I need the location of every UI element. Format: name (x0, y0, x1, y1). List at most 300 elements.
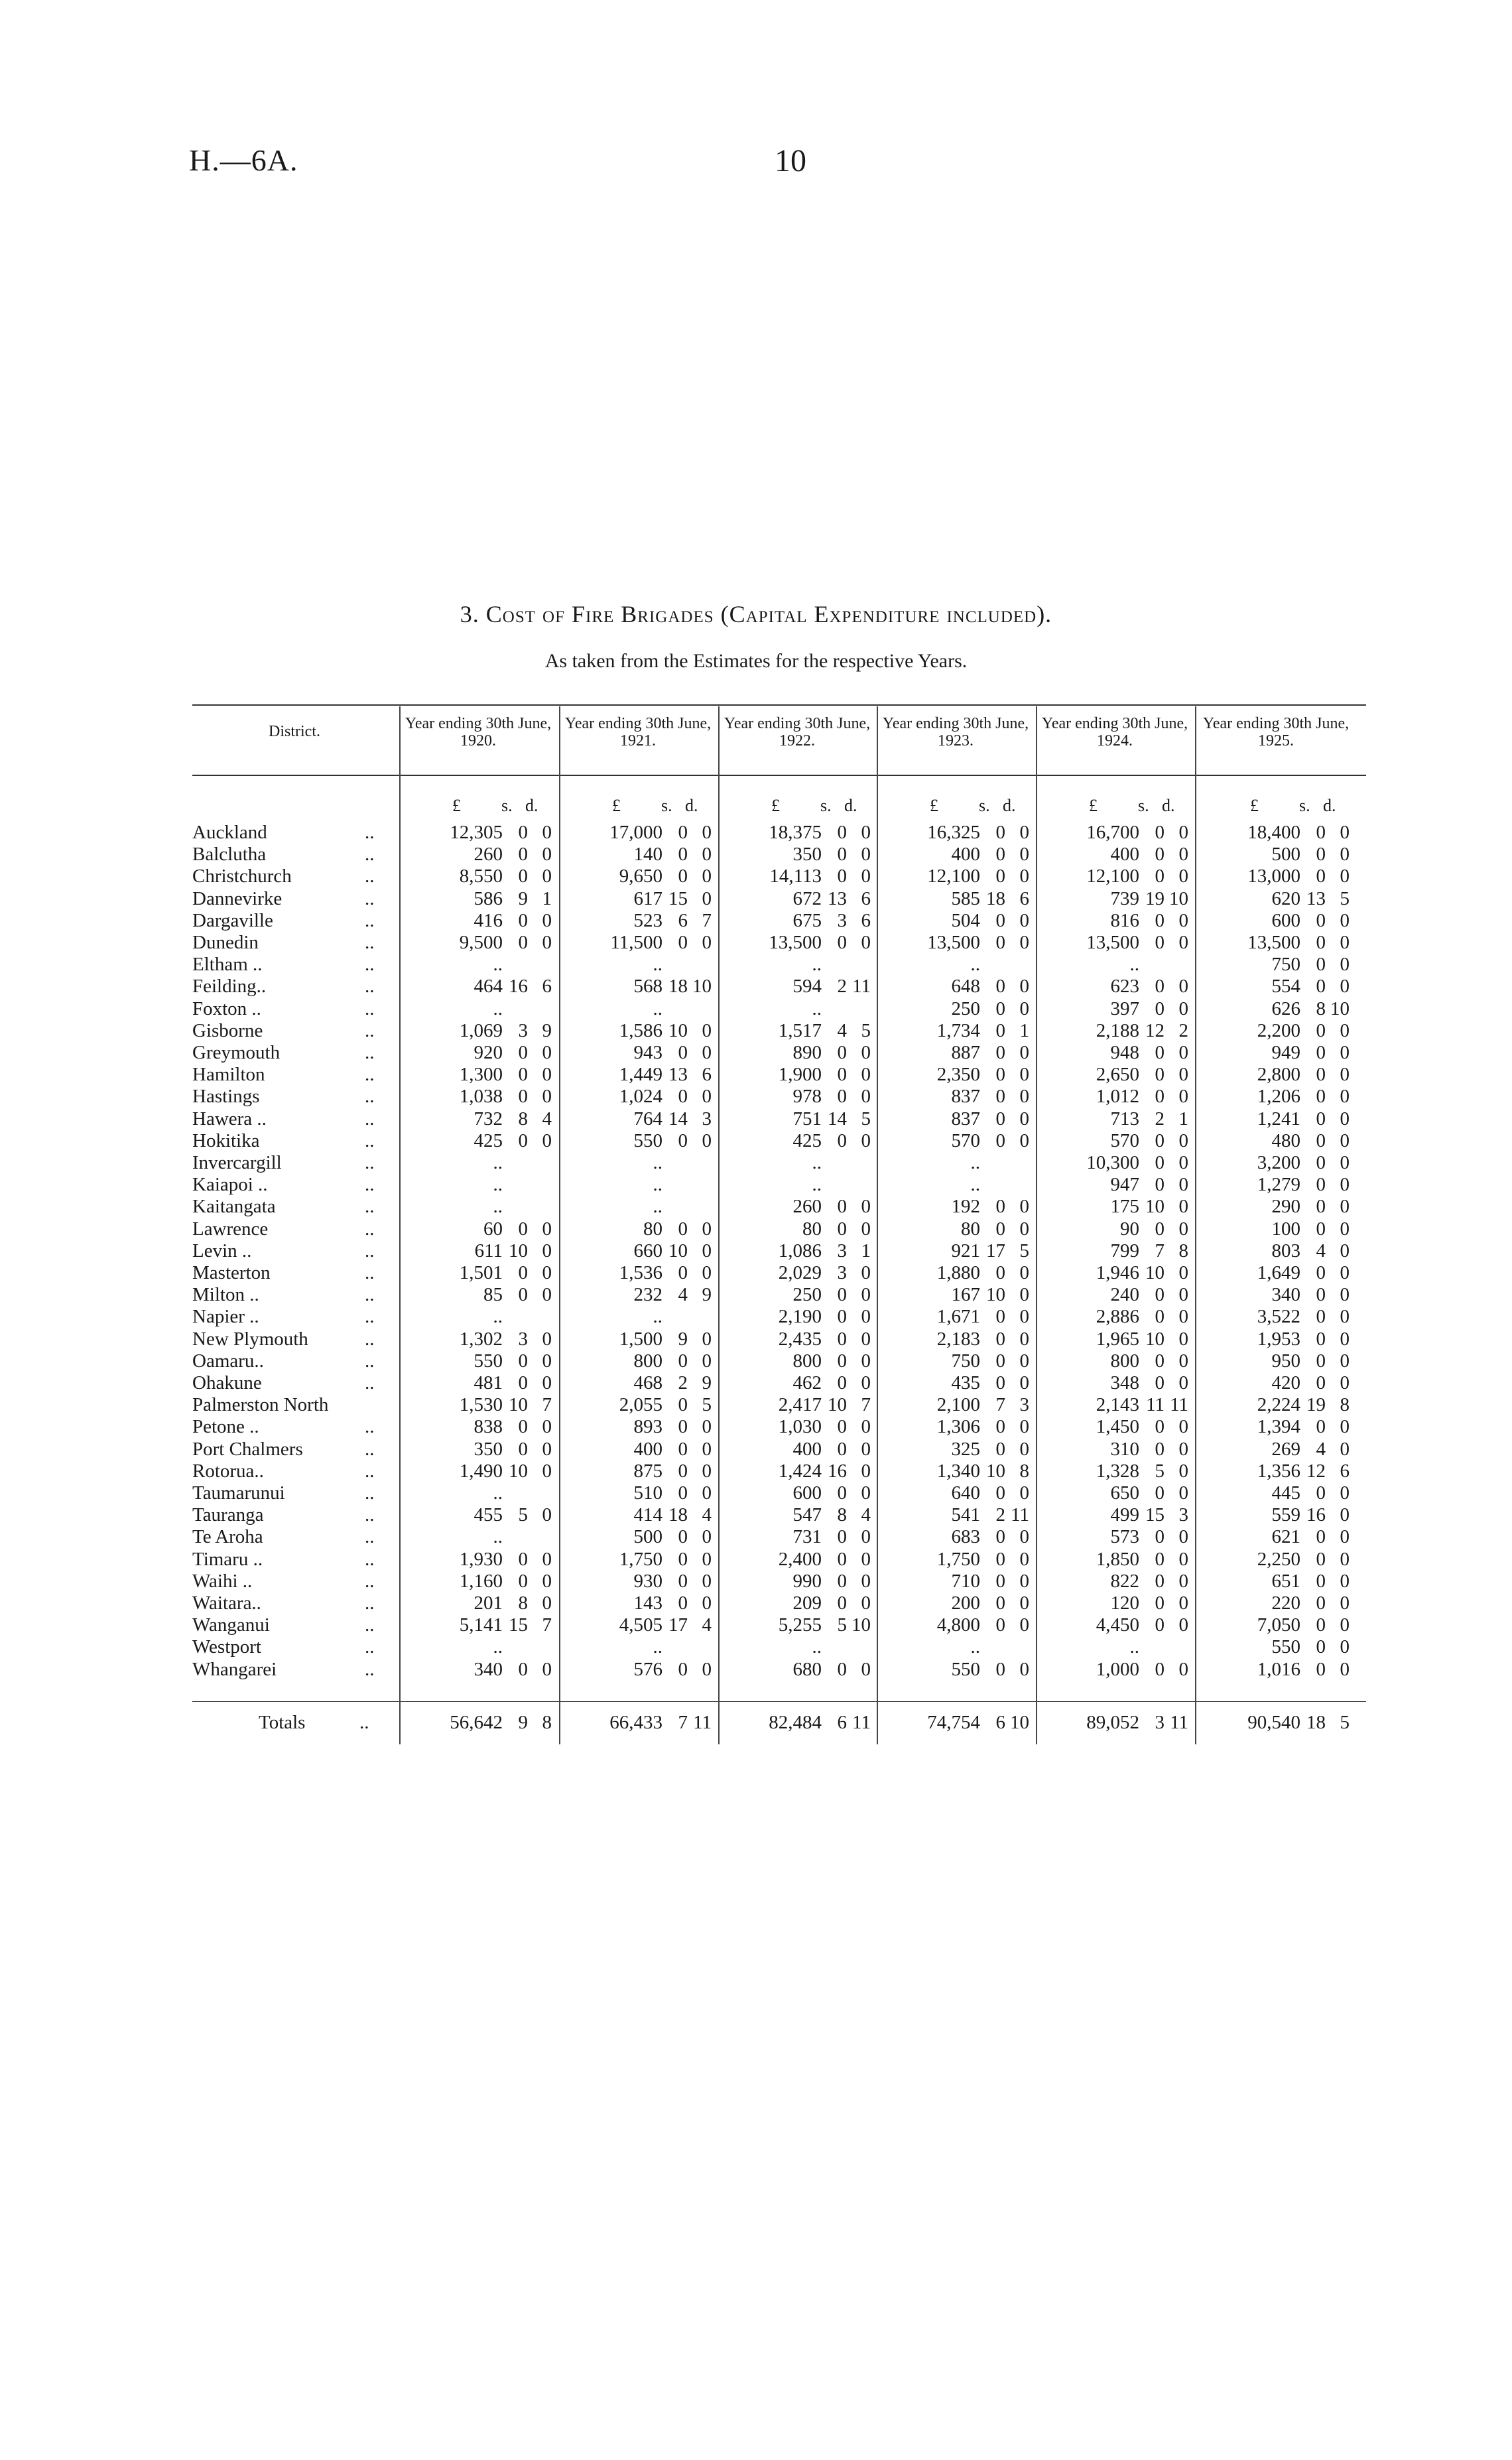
money-cell (1197, 1614, 1355, 1636)
shillings-value: 0 (1316, 909, 1326, 931)
pence-value: 0 (1340, 1262, 1350, 1283)
shillings-value: 0 (678, 866, 688, 887)
money-cell (559, 953, 717, 976)
pence-value: 0 (1178, 1658, 1188, 1680)
leader-dots: .. (365, 1504, 375, 1526)
shillings-value: 0 (1155, 1284, 1165, 1306)
money-cell (718, 1460, 876, 1482)
money-cell (399, 1504, 557, 1526)
pounds-value: 2,350 (936, 1064, 980, 1086)
pounds-value: 2,143 (1096, 1394, 1139, 1416)
money-cell (718, 998, 876, 1020)
shillings-value: 18 (986, 887, 1005, 909)
shillings-value: 0 (518, 844, 528, 866)
shillings-value: 15 (509, 1614, 528, 1636)
pence-value: 11 (852, 976, 871, 998)
shillings-value: 0 (518, 866, 528, 887)
pence-value: 0 (861, 866, 871, 887)
pounds-value: 17,000 (609, 822, 662, 843)
pence-value: 0 (702, 1548, 712, 1570)
money-cell (1036, 931, 1194, 954)
pence-value: 0 (1340, 1328, 1350, 1350)
shillings-value: 0 (995, 1019, 1005, 1041)
money-cell (877, 1548, 1035, 1571)
money-cell (559, 1658, 717, 1681)
pounds-value: 7,050 (1257, 1614, 1300, 1636)
pence-value: 0 (1019, 1482, 1029, 1504)
money-cell (1036, 887, 1194, 910)
pounds-value: 18,400 (1247, 822, 1300, 843)
pence-value: 0 (1019, 1306, 1029, 1328)
shillings-value: 0 (1316, 1636, 1326, 1658)
shillings-value: 5 (837, 1614, 847, 1636)
shillings-value: 0 (1316, 1174, 1326, 1196)
money-cell (1036, 1350, 1194, 1372)
pounds-value: 100 (1271, 1218, 1300, 1240)
pence-value: 11 (693, 1712, 712, 1733)
pence-value: 0 (1019, 844, 1029, 866)
pence-value: 1 (1019, 1019, 1029, 1041)
table-row (192, 1173, 1366, 1196)
table-row (192, 1305, 1366, 1328)
pence-value: 11 (1011, 1504, 1029, 1526)
pounds-value: 570 (951, 1130, 980, 1151)
pence-value: 0 (1019, 1416, 1029, 1438)
pounds-value: 340 (1271, 1284, 1300, 1306)
shillings-value: 0 (837, 932, 847, 953)
shillings-value: 0 (837, 1284, 847, 1306)
leader-dots: .. (365, 1372, 375, 1393)
shillings-value: 0 (678, 844, 688, 866)
money-cell (1036, 1592, 1194, 1614)
leader-dots: .. (365, 887, 375, 909)
shillings-value: 0 (1316, 1130, 1326, 1151)
pounds-value: 420 (1271, 1372, 1300, 1393)
pounds-value: 16,325 (927, 822, 980, 843)
shillings-value: 0 (1155, 1438, 1165, 1460)
pounds-value: 1,328 (1096, 1460, 1139, 1482)
pence-value: 0 (1178, 1152, 1188, 1173)
money-cell (1036, 1063, 1194, 1086)
pounds-value: 1,279 (1257, 1174, 1300, 1196)
pence-value: 0 (1178, 1438, 1188, 1460)
shillings-value: 0 (837, 1064, 847, 1086)
pounds-value: 140 (633, 844, 662, 866)
money-cell (399, 1130, 557, 1152)
money-cell (877, 1592, 1035, 1614)
pence-value: 0 (1340, 932, 1350, 953)
pounds-value: 1,671 (936, 1306, 980, 1328)
shillings-value: 0 (1316, 1108, 1326, 1130)
pounds-value: 13,500 (927, 932, 980, 953)
pounds-value: 1,160 (459, 1570, 503, 1592)
money-cell (877, 1151, 1035, 1174)
money-cell (399, 1328, 557, 1350)
money-cell (1197, 1130, 1355, 1152)
shillings-value: 11 (1146, 1394, 1165, 1416)
pence-value: 0 (542, 1130, 552, 1151)
pound-unit: £ (930, 796, 938, 815)
pounds-value: 350 (792, 844, 822, 866)
money-cell (1036, 1460, 1194, 1482)
money-cell (1197, 931, 1355, 954)
district-name: Palmerston North (192, 1394, 329, 1416)
pence-value: 10 (851, 1614, 871, 1636)
pounds-value: 1,880 (936, 1262, 980, 1283)
shillings-value: 18 (1306, 1712, 1326, 1733)
pounds-value: 5,141 (459, 1614, 503, 1636)
pounds-value: 732 (473, 1108, 503, 1130)
pounds-value: 60 (483, 1218, 503, 1240)
shillings-value: 0 (995, 1438, 1005, 1460)
money-cell (877, 1085, 1035, 1108)
district-header: District. (269, 723, 320, 740)
pence-value: 0 (1340, 1504, 1350, 1526)
table-row (192, 1372, 1366, 1394)
money-cell (1036, 1525, 1194, 1548)
money-cell (559, 1240, 717, 1262)
shillings-value: 0 (837, 1570, 847, 1592)
money-cell (399, 1218, 557, 1240)
district-name: Timaru .. (192, 1548, 263, 1570)
money-cell (877, 1130, 1035, 1152)
money-cell (1197, 1218, 1355, 1240)
shillings-value: 0 (837, 866, 847, 887)
pounds-value: 1,900 (778, 1064, 822, 1086)
shillings-value: 0 (678, 1416, 688, 1438)
pounds-value: 8,550 (459, 866, 503, 887)
pence-value: 0 (1019, 1548, 1029, 1570)
pence-value: 0 (1178, 1570, 1188, 1592)
pounds-value: 949 (1271, 1042, 1300, 1063)
shillings-value: 0 (518, 1042, 528, 1063)
district-name: Milton .. (192, 1284, 259, 1306)
shillings-value: 0 (995, 932, 1005, 953)
shillings-value: 0 (518, 1658, 528, 1680)
shillings-value: 0 (1316, 1658, 1326, 1680)
shillings-value: 0 (995, 1108, 1005, 1130)
pounds-value: 947 (1110, 1174, 1139, 1196)
pence-value: 5 (1019, 1240, 1029, 1262)
district-name: Dannevirke (192, 887, 283, 909)
pounds-value: 80 (643, 1218, 662, 1240)
year-header: Year ending 30th June, 1924. (1041, 715, 1188, 749)
money-cell (718, 1525, 876, 1548)
shillings-value: 0 (837, 1658, 847, 1680)
pounds-value: 1,016 (1257, 1658, 1300, 1680)
pence-value: 0 (1178, 1262, 1188, 1283)
pounds-value: 800 (633, 1350, 662, 1372)
pence-value: 0 (1340, 1306, 1350, 1328)
shillings-value: 15 (668, 887, 688, 909)
pence-value: 1 (1178, 1108, 1188, 1130)
shillings-value: 0 (678, 822, 688, 843)
pence-value: 0 (1340, 1592, 1350, 1614)
pence-value: 6 (1019, 887, 1029, 909)
money-cell (877, 1195, 1035, 1218)
pence-value: 5 (861, 1019, 871, 1041)
pence-value: 0 (1340, 1240, 1350, 1262)
pence-value: 8 (542, 1712, 552, 1733)
shillings-value: 7 (678, 1712, 688, 1733)
district-name: Petone .. (192, 1416, 259, 1438)
shillings-value: 0 (1155, 1416, 1165, 1438)
pence-value: 0 (1178, 1328, 1188, 1350)
district-name: Hastings (192, 1086, 260, 1108)
pounds-value: 3,522 (1257, 1306, 1300, 1328)
totals-rule (192, 1701, 1366, 1702)
table-row (192, 1525, 1366, 1548)
shillings-value: 0 (1316, 1086, 1326, 1108)
pence-value: 0 (1019, 1108, 1029, 1130)
pence-value: 0 (702, 1460, 712, 1482)
pence-value: 8 (1019, 1460, 1029, 1482)
pence-value: 6 (861, 909, 871, 931)
pence-value: 0 (861, 1526, 871, 1548)
pence-value: 0 (1340, 1372, 1350, 1393)
pounds-value: 340 (473, 1658, 503, 1680)
shillings-value: 0 (995, 1526, 1005, 1548)
shillings-value: 0 (678, 1086, 688, 1108)
pence-value: 0 (1019, 1438, 1029, 1460)
pounds-value: 1,038 (459, 1086, 503, 1108)
shillings-value: 0 (1155, 1174, 1165, 1196)
pence-value: 0 (861, 844, 871, 866)
pounds-value: .. (812, 1174, 822, 1196)
shillings-value: 0 (995, 909, 1005, 931)
leader-dots: .. (365, 1438, 375, 1460)
leader-dots: .. (365, 1328, 375, 1350)
pence-value: 0 (702, 1482, 712, 1504)
money-cell (877, 1504, 1035, 1526)
document-reference: H.—6A. (189, 143, 298, 177)
pounds-value: 85 (483, 1284, 503, 1306)
money-cell (877, 1372, 1035, 1394)
shillings-value: 7 (1155, 1240, 1165, 1262)
pounds-value: 541 (951, 1504, 980, 1526)
pence-value: 0 (702, 1218, 712, 1240)
pence-value: 0 (861, 1284, 871, 1306)
money-cell (559, 1151, 717, 1174)
shillings-value: 17 (668, 1614, 688, 1636)
pounds-value: 1,490 (459, 1460, 503, 1482)
money-cell (1036, 1305, 1194, 1328)
pounds-value: .. (812, 1636, 822, 1658)
money-cell (877, 1438, 1035, 1460)
pounds-value: 2,183 (936, 1328, 980, 1350)
shilling-unit: s. (979, 796, 990, 815)
money-cell (877, 909, 1035, 932)
leader-dots: .. (365, 1108, 375, 1130)
pounds-value: 731 (792, 1526, 822, 1548)
shillings-value: 0 (837, 844, 847, 866)
pounds-value: 1,024 (619, 1086, 662, 1108)
pence-value: 3 (1178, 1504, 1188, 1526)
pence-value: 0 (542, 1570, 552, 1592)
pound-unit: £ (1089, 796, 1098, 815)
pounds-value: 893 (633, 1416, 662, 1438)
leader-dots: .. (365, 1086, 375, 1108)
pounds-value: 1,449 (619, 1064, 662, 1086)
totals-line (192, 1711, 1366, 1734)
shillings-value: 5 (518, 1504, 528, 1526)
pounds-value: .. (493, 1174, 503, 1196)
money-cell (399, 1393, 557, 1416)
pence-value: 0 (1178, 932, 1188, 953)
pence-value: 0 (1019, 1042, 1029, 1063)
pence-value: 3 (702, 1108, 712, 1130)
shillings-value: 0 (1155, 1548, 1165, 1570)
pounds-value: 617 (633, 887, 662, 909)
pounds-value: 250 (951, 998, 980, 1019)
shillings-value: 12 (1145, 1019, 1165, 1041)
pounds-value: .. (812, 998, 822, 1019)
pounds-value: 16,700 (1086, 822, 1139, 843)
shillings-value: 0 (1316, 1372, 1326, 1393)
money-cell (559, 887, 717, 910)
pence-value: 0 (1340, 1350, 1350, 1372)
table-row (192, 1328, 1366, 1350)
pence-value: 0 (1019, 1570, 1029, 1592)
money-cell (559, 1570, 717, 1592)
pounds-value: 943 (633, 1042, 662, 1063)
shillings-value: 10 (986, 1284, 1005, 1306)
money-cell (877, 1173, 1035, 1196)
pounds-value: 2,100 (936, 1394, 980, 1416)
pounds-value: 573 (1110, 1526, 1139, 1548)
money-cell (1197, 843, 1355, 866)
pounds-value: .. (1129, 1636, 1139, 1658)
pounds-value: 120 (1110, 1592, 1139, 1614)
pounds-value: 12,305 (450, 822, 503, 843)
money-cell (1197, 821, 1355, 844)
pounds-value: 9,500 (459, 932, 503, 953)
pence-value: 0 (542, 1416, 552, 1438)
pence-value: 0 (1340, 1658, 1350, 1680)
pounds-value: 803 (1271, 1240, 1300, 1262)
shillings-value: 0 (1155, 1482, 1165, 1504)
pounds-value: 547 (792, 1504, 822, 1526)
table-row (192, 887, 1366, 910)
leader-dots: .. (365, 1042, 375, 1063)
table-row (192, 1393, 1366, 1416)
shillings-value: 0 (1155, 998, 1165, 1019)
pounds-value: 1,750 (619, 1548, 662, 1570)
shillings-value: 0 (1155, 1614, 1165, 1636)
pounds-value: 1,946 (1096, 1262, 1139, 1283)
shillings-value: 0 (995, 1042, 1005, 1063)
money-cell (559, 1283, 717, 1306)
pounds-value: 325 (951, 1438, 980, 1460)
pounds-value: .. (653, 1636, 662, 1658)
money-cell (1036, 953, 1194, 976)
pounds-value: 445 (1271, 1482, 1300, 1504)
shillings-value: 3 (1155, 1712, 1165, 1733)
pence-value: 6 (861, 887, 871, 909)
district-name: Wanganui (192, 1614, 270, 1636)
pence-value: 0 (1340, 1526, 1350, 1548)
pounds-value: 930 (633, 1570, 662, 1592)
pence-value: 8 (1340, 1394, 1350, 1416)
totals-label: Totals (259, 1712, 306, 1733)
shillings-value: 10 (986, 1460, 1005, 1482)
money-cell (718, 1658, 876, 1681)
shillings-value: 16 (828, 1460, 847, 1482)
money-cell (718, 1151, 876, 1174)
money-cell (1036, 843, 1194, 866)
pounds-value: 594 (792, 976, 822, 998)
money-cell (1197, 1041, 1355, 1064)
pounds-value: 14,113 (769, 866, 822, 887)
pence-value: 0 (702, 1526, 712, 1548)
pence-value: 0 (1340, 1152, 1350, 1173)
shillings-value: 0 (1316, 1284, 1326, 1306)
pence-value: 0 (1340, 1218, 1350, 1240)
district-name: Napier .. (192, 1306, 259, 1328)
table-row (192, 1548, 1366, 1571)
pounds-value: 260 (473, 844, 503, 866)
pounds-value: 2,188 (1096, 1019, 1139, 1041)
shillings-value: 0 (518, 1218, 528, 1240)
pounds-value: 887 (951, 1042, 980, 1063)
table-row (192, 1504, 1366, 1526)
pounds-value: 822 (1110, 1570, 1139, 1592)
pounds-value: 2,800 (1257, 1064, 1300, 1086)
money-cell (1197, 1108, 1355, 1130)
shillings-value: 0 (1155, 1042, 1165, 1063)
pence-value: 7 (542, 1394, 552, 1416)
pence-unit: d. (1162, 796, 1175, 815)
pence-value: 0 (1178, 1284, 1188, 1306)
money-cell (718, 1504, 876, 1526)
shillings-value: 9 (678, 1328, 688, 1350)
leader-dots: .. (365, 1636, 375, 1658)
money-cell (877, 1460, 1035, 1482)
shillings-value: 16 (1306, 1504, 1326, 1526)
pounds-value: 672 (792, 887, 822, 909)
money-cell (399, 821, 557, 844)
shillings-value: 0 (518, 1262, 528, 1283)
shillings-value: 0 (678, 1460, 688, 1482)
pounds-value: 1,086 (778, 1240, 822, 1262)
money-cell (877, 1350, 1035, 1372)
pounds-value: 1,030 (778, 1416, 822, 1438)
pounds-value: 13,000 (1247, 866, 1300, 887)
money-cell (399, 1415, 557, 1438)
money-cell (399, 1711, 557, 1734)
header-rule-bottom (192, 775, 1366, 776)
district-name: Kaitangata (192, 1196, 276, 1218)
pence-value: 0 (542, 1284, 552, 1306)
pounds-value: 1,302 (459, 1328, 503, 1350)
shillings-value: 10 (1145, 1196, 1165, 1218)
money-cell (718, 1173, 876, 1196)
shillings-value: 0 (995, 998, 1005, 1019)
pounds-value: 143 (633, 1592, 662, 1614)
shillings-value: 0 (837, 1350, 847, 1372)
shillings-value: 0 (837, 1438, 847, 1460)
pence-value: 0 (861, 1460, 871, 1482)
leader-dots: .. (365, 1482, 375, 1504)
pounds-value: 570 (1110, 1130, 1139, 1151)
shillings-value: 6 (678, 909, 688, 931)
pence-value: 0 (1019, 1284, 1029, 1306)
pounds-value: 1,356 (1257, 1460, 1300, 1482)
money-cell (718, 1482, 876, 1504)
shillings-value: 6 (995, 1712, 1005, 1733)
shillings-value: 5 (1155, 1460, 1165, 1482)
leader-dots: .. (365, 1570, 375, 1592)
